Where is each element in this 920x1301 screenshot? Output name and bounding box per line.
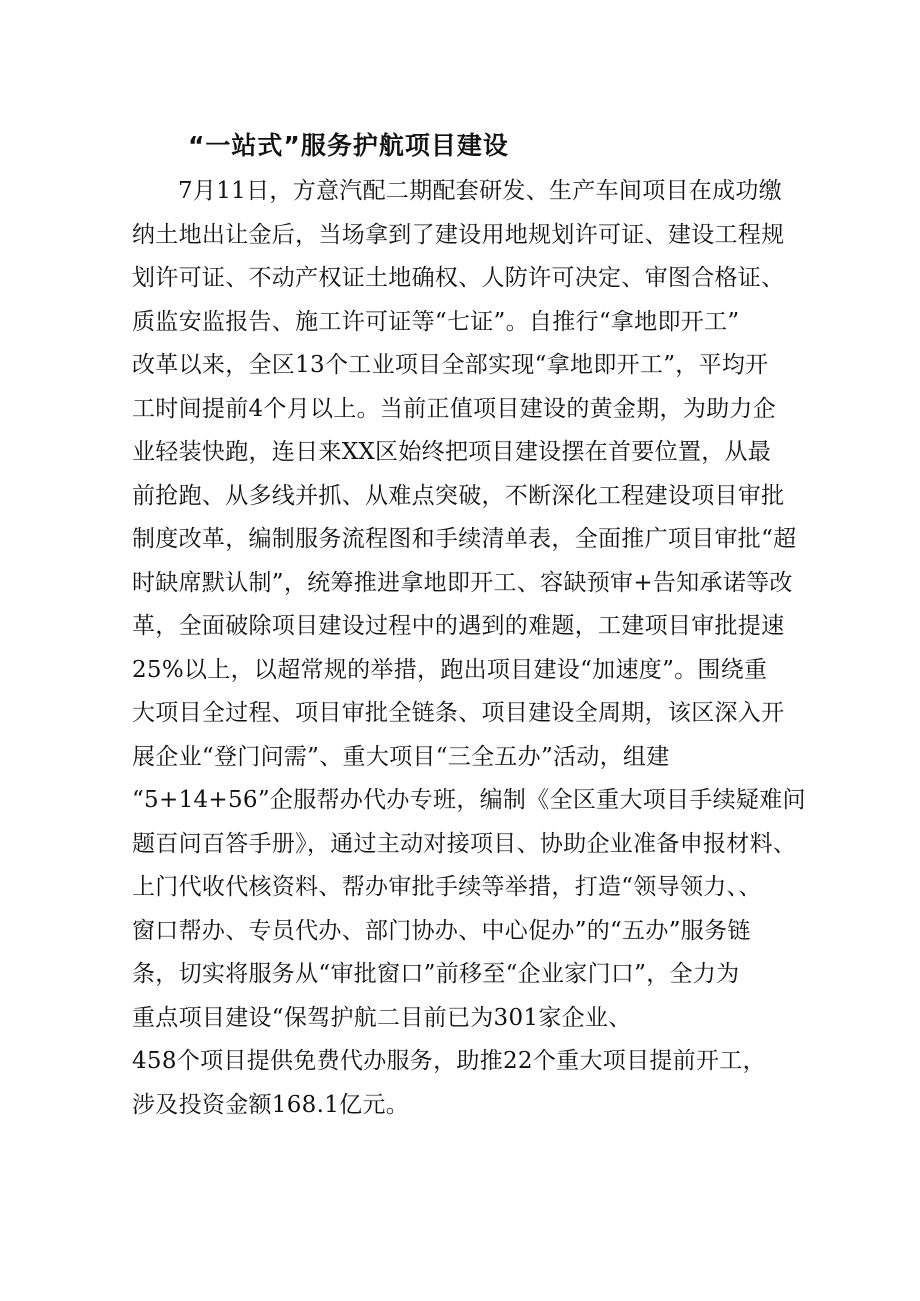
body-line: 窗口帮办、专员代办、部门协办、中心促办”的“五办”服务链: [132, 917, 751, 944]
body-line: 展企业“登门问需”、重大项目“三全五办”活动，组建: [132, 743, 670, 770]
body-line: 纳土地出让金后，当场拿到了建设用地规划许可证、建设工程规: [132, 221, 785, 248]
body-line: 大项目全过程、项目审批全链条、项目建设全周期，该区深入开: [132, 700, 785, 726]
body-line: 题百问百答手册》，通过主动对接项目、协助企业准备申报材料、: [132, 830, 797, 857]
body-line: 质监安监报告、施工许可证等“七证”。自推行“拿地即开工”: [132, 308, 740, 335]
body-line: 前抢跑、从多线并抓、从难点突破，不断深化工程建设项目审批: [132, 482, 785, 509]
body-line: “5+14+56”企服帮办代办专班，编制《全区重大项目手续疑难问: [132, 787, 806, 813]
body-line: 划许可证、不动产权证土地确权、人防许可决定、审图合格证、: [132, 265, 785, 291]
document-title: “一站式”服务护航项目建设: [188, 131, 509, 160]
body-line: 工时间提前4个月以上。当前正值项目建设的黄金期，为助力企: [132, 395, 777, 422]
body-line: 改革以来，全区13个工业项目全部实现“拿地即开工”，平均开: [132, 352, 769, 378]
body-line: 上门代收代核资料、帮办审批手续等举措，打造“领导领力、、: [132, 874, 762, 900]
body-line: 重点项目建设“保驾护航二目前已为301家企业、: [132, 1004, 632, 1031]
body-line: 革，全面破除项目建设过程中的遇到的难题，工建项目审批提速: [132, 613, 785, 639]
body-line: 条，切实将服务从“审批窗口”前移至“企业家门口”，全力为: [132, 961, 740, 987]
body-line: 业轻装快跑，连日来XX区始终把项目建设摆在首要位置，从最: [132, 439, 772, 465]
body-line: 25%以上，以超常规的举措，跑出项目建设“加速度”。围绕重: [132, 656, 768, 683]
document-body: [132, 170, 812, 1127]
body-line: 时缺席默认制”，统筹推进拿地即开工、容缺预审+告知承诺等改: [132, 569, 793, 596]
body-line: 458个项目提供免费代办服务，助推22个重大项目提前开工，: [132, 1048, 766, 1074]
body-line: 7月11日，方意汽配二期配套研发、生产车间项目在成功缴: [178, 178, 782, 204]
body-line: 制度改革，编制服务流程图和手续清单表，全面推广项目审批“超: [132, 526, 797, 552]
body-line: 涉及投资金额168.1亿元。: [132, 1091, 410, 1118]
